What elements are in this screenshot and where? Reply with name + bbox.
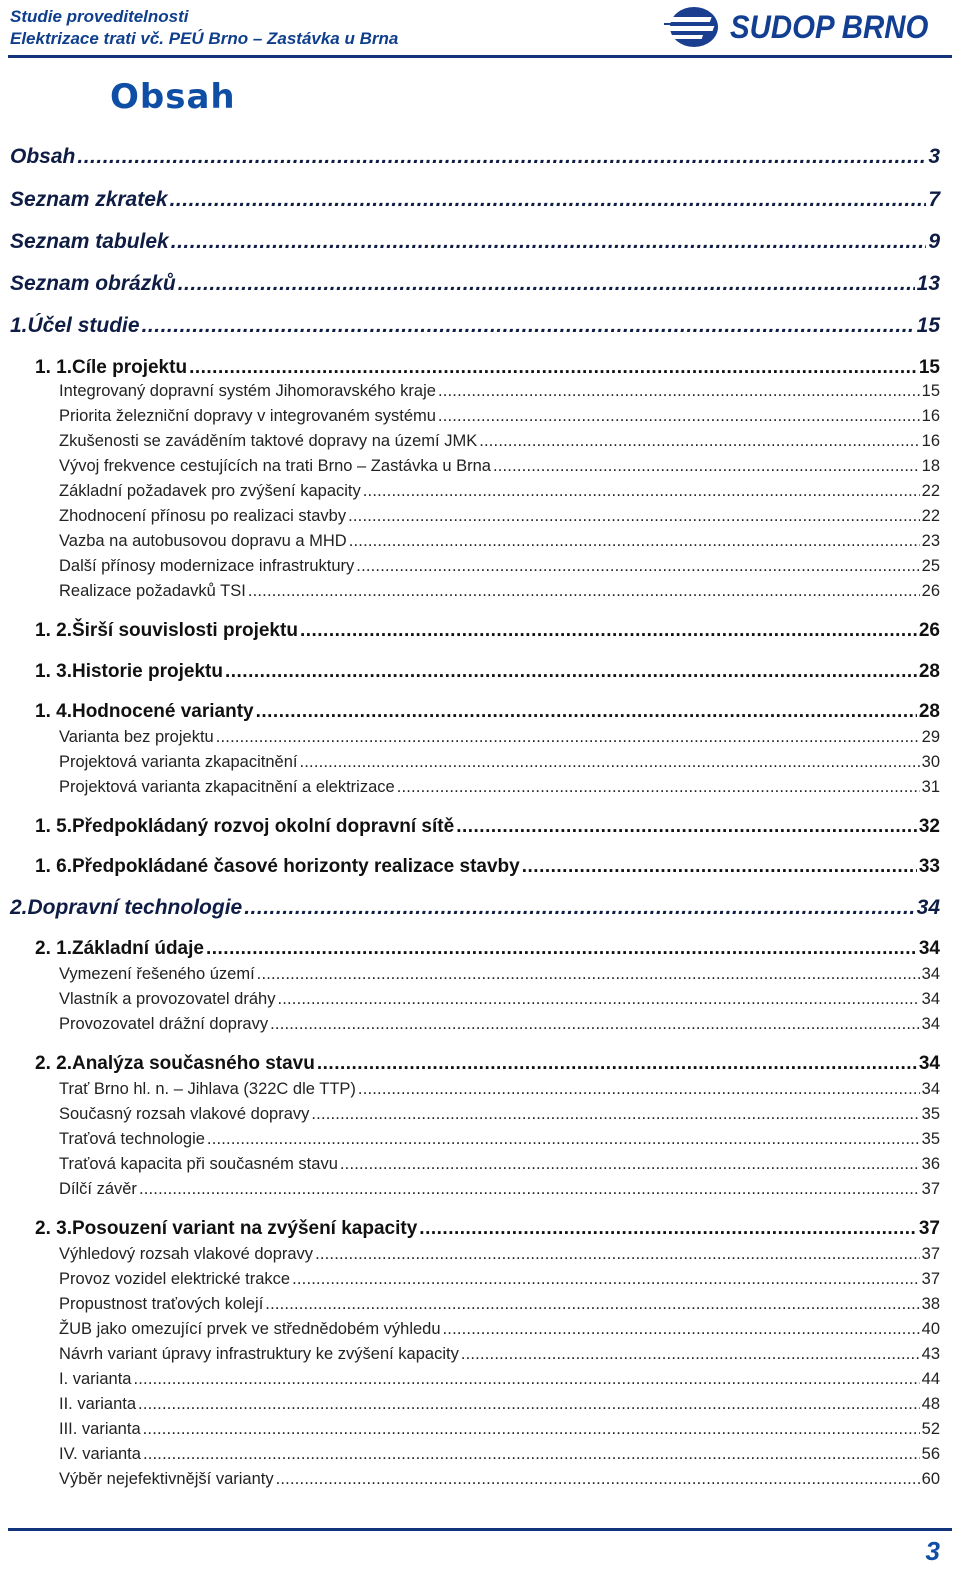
toc-entry-page: 33 bbox=[918, 856, 940, 877]
toc-entry-page: 48 bbox=[921, 1395, 940, 1413]
toc-entry-number: 1. 2. bbox=[35, 620, 72, 641]
toc-entry-number: 2. bbox=[10, 896, 28, 919]
toc-entry[interactable] bbox=[10, 896, 940, 920]
toc-entry[interactable] bbox=[59, 990, 940, 1009]
toc-dot-leader bbox=[479, 432, 919, 451]
toc-entry-page: 15 bbox=[918, 357, 940, 378]
toc-entry-page: 29 bbox=[921, 728, 940, 746]
toc-entry-number: 1. 1. bbox=[35, 357, 72, 378]
toc-entry-title: Projektová varianta zkapacitnění a elektrizace bbox=[59, 778, 395, 796]
toc-entry[interactable] bbox=[59, 1270, 940, 1289]
toc-entry-title: Provozovatel drážní dopravy bbox=[59, 1015, 269, 1033]
toc-entry-page: 7 bbox=[928, 188, 940, 211]
toc-entry-page: 40 bbox=[921, 1320, 940, 1338]
toc-entry-title: Základní požadavek pro zvýšení kapacity bbox=[59, 482, 361, 500]
toc-entry-title: Současný rozsah vlakové dopravy bbox=[59, 1105, 310, 1123]
toc-entry[interactable] bbox=[59, 482, 940, 501]
logo-text: SUDOP BRNO bbox=[730, 8, 929, 45]
toc-entry-title: Účel studie bbox=[27, 314, 140, 337]
toc-entry-page: 35 bbox=[921, 1105, 940, 1123]
toc-entry-title: Realizace požadavků TSI bbox=[59, 582, 246, 600]
toc-entry-page: 43 bbox=[921, 1345, 940, 1363]
toc-entry[interactable] bbox=[10, 314, 940, 338]
toc-entry-page: 30 bbox=[921, 753, 940, 771]
toc-entry[interactable] bbox=[10, 188, 940, 212]
toc-entry-page: 37 bbox=[921, 1180, 940, 1198]
toc-dot-leader bbox=[356, 557, 919, 576]
toc-entry[interactable] bbox=[35, 357, 940, 379]
toc-dot-leader bbox=[456, 816, 917, 838]
toc-entry-number: 1. 5. bbox=[35, 816, 72, 837]
page-heading: Obsah bbox=[110, 77, 236, 117]
toc-dot-leader bbox=[317, 1053, 917, 1075]
toc-dot-leader bbox=[171, 230, 927, 254]
toc-entry[interactable] bbox=[59, 1180, 940, 1199]
toc-entry-number: 1. 6. bbox=[35, 856, 72, 877]
toc-entry-title: II. varianta bbox=[59, 1395, 137, 1413]
document-title-line2: Elektrizace trati vč. PEÚ Brno – Zastávka u Brna bbox=[10, 29, 399, 48]
toc-dot-leader bbox=[299, 753, 919, 772]
toc-entry-page: 23 bbox=[921, 532, 940, 550]
toc-entry[interactable] bbox=[59, 457, 940, 476]
toc-entry[interactable] bbox=[59, 1445, 940, 1464]
toc-entry-title: Traťová technologie bbox=[59, 1130, 205, 1148]
toc-dot-leader bbox=[522, 856, 917, 878]
toc-entry-page: 16 bbox=[921, 407, 940, 425]
toc-dot-leader bbox=[142, 314, 915, 338]
toc-entry-title: Další přínosy modernizace infrastruktury bbox=[59, 557, 355, 575]
toc-entry-title: Obsah bbox=[10, 145, 76, 168]
toc-entry-title: Vlastník a provozovatel dráhy bbox=[59, 990, 276, 1008]
toc-entry-title: Analýza současného stavu bbox=[71, 1053, 315, 1074]
toc-entry[interactable] bbox=[35, 1218, 940, 1240]
toc-dot-leader bbox=[277, 990, 919, 1009]
toc-entry[interactable] bbox=[59, 582, 940, 601]
toc-entry[interactable] bbox=[59, 778, 940, 797]
toc-entry-title: Zhodnocení přínosu po realizaci stavby bbox=[59, 507, 347, 525]
toc-dot-leader bbox=[257, 965, 920, 984]
toc-entry[interactable] bbox=[59, 1370, 940, 1389]
toc-entry-page: 28 bbox=[918, 661, 940, 682]
toc-entry[interactable] bbox=[59, 753, 940, 772]
toc-dot-leader bbox=[340, 1155, 920, 1174]
toc-dot-leader bbox=[270, 1015, 920, 1034]
toc-dot-leader bbox=[256, 701, 917, 723]
toc-entry-title: Výhledový rozsah vlakové dopravy bbox=[59, 1245, 314, 1263]
toc-entry-page: 26 bbox=[918, 620, 940, 641]
toc-entry-title: IV. varianta bbox=[59, 1445, 141, 1463]
toc-entry[interactable] bbox=[59, 1155, 940, 1174]
page-header bbox=[0, 0, 960, 62]
toc-dot-leader bbox=[143, 1420, 920, 1439]
toc-entry[interactable] bbox=[59, 557, 940, 576]
toc-entry-title: Širší souvislosti projektu bbox=[71, 620, 298, 641]
toc-dot-leader bbox=[358, 1080, 920, 1099]
toc-entry[interactable] bbox=[59, 728, 940, 747]
toc-entry[interactable] bbox=[35, 620, 940, 642]
toc-entry-page: 60 bbox=[921, 1470, 940, 1488]
toc-dot-leader bbox=[189, 357, 917, 379]
toc-dot-leader bbox=[311, 1105, 919, 1124]
toc-dot-leader bbox=[244, 896, 914, 920]
sudop-logo bbox=[664, 4, 946, 50]
toc-dot-leader bbox=[265, 1295, 919, 1314]
toc-entry-page: 3 bbox=[928, 145, 940, 168]
toc-entry[interactable] bbox=[35, 938, 940, 960]
toc-entry-page: 34 bbox=[918, 938, 940, 959]
toc-entry-title: Priorita železniční dopravy v integrovaném systému bbox=[59, 407, 436, 425]
toc-entry[interactable] bbox=[59, 1320, 940, 1339]
toc-entry[interactable] bbox=[59, 507, 940, 526]
toc-entry-title: Dopravní technologie bbox=[27, 896, 243, 919]
toc-entry[interactable] bbox=[59, 1130, 940, 1149]
toc-entry-page: 34 bbox=[921, 1015, 940, 1033]
toc-entry-title: Vývoj frekvence cestujících na trati Brno – Zastávka u Brna bbox=[59, 457, 491, 475]
toc-entry-title: Vymezení řešeného území bbox=[59, 965, 255, 983]
sudop-logo-icon bbox=[664, 5, 724, 49]
toc-dot-leader bbox=[363, 482, 920, 501]
toc-dot-leader bbox=[139, 1180, 920, 1199]
toc-entry-title: Trať Brno hl. n. – Jihlava (322C dle TTP) bbox=[59, 1080, 356, 1098]
toc-dot-leader bbox=[206, 938, 917, 960]
toc-dot-leader bbox=[349, 532, 920, 551]
toc-entry-page: 28 bbox=[918, 701, 940, 722]
toc-dot-leader bbox=[133, 1370, 919, 1389]
toc-entry-title: Dílčí závěr bbox=[59, 1180, 137, 1198]
toc-entry-title: Varianta bez projektu bbox=[59, 728, 214, 746]
toc-dot-leader bbox=[292, 1270, 920, 1289]
toc-dot-leader bbox=[178, 272, 915, 296]
toc-entry-page: 15 bbox=[921, 382, 940, 400]
toc-entry-number: 1. 4. bbox=[35, 701, 72, 722]
toc-entry-number: 1. bbox=[10, 314, 28, 337]
toc-dot-leader bbox=[207, 1130, 920, 1149]
toc-dot-leader bbox=[443, 1320, 920, 1339]
toc-entry[interactable] bbox=[35, 816, 940, 838]
toc-entry-title: Předpokládané časové horizonty realizace stavby bbox=[71, 856, 520, 877]
toc-entry-page: 22 bbox=[921, 507, 940, 525]
toc-entry[interactable] bbox=[59, 1345, 940, 1364]
toc-entry-title: Základní údaje bbox=[71, 938, 204, 959]
toc-entry-number: 2. 2. bbox=[35, 1053, 72, 1074]
toc-entry-title: Cíle projektu bbox=[71, 357, 188, 378]
toc-entry-title: III. varianta bbox=[59, 1420, 141, 1438]
toc-entry[interactable] bbox=[59, 1395, 940, 1414]
toc-dot-leader bbox=[438, 407, 920, 426]
header-divider bbox=[8, 55, 952, 58]
toc-entry-title: Předpokládaný rozvoj okolní dopravní sítě bbox=[71, 816, 455, 837]
toc-entry-title: Seznam zkratek bbox=[10, 188, 168, 211]
toc-entry[interactable] bbox=[59, 1080, 940, 1099]
toc-dot-leader bbox=[493, 457, 920, 476]
toc-entry[interactable] bbox=[59, 407, 940, 426]
toc-dot-leader bbox=[143, 1445, 920, 1464]
toc-entry[interactable] bbox=[59, 432, 940, 451]
toc-dot-leader bbox=[77, 145, 926, 169]
toc-entry-page: 25 bbox=[921, 557, 940, 575]
toc-entry-page: 38 bbox=[921, 1295, 940, 1313]
toc-entry-page: 9 bbox=[928, 230, 940, 253]
toc-entry-page: 34 bbox=[916, 896, 940, 919]
document-title-line1: Studie proveditelnosti bbox=[10, 7, 189, 26]
toc-entry-page: 22 bbox=[921, 482, 940, 500]
toc-entry[interactable] bbox=[35, 701, 940, 723]
toc-entry[interactable] bbox=[59, 965, 940, 984]
toc-entry-title: Zkušenosti se zaváděním taktové dopravy na území JMK bbox=[59, 432, 478, 450]
toc-dot-leader bbox=[170, 188, 927, 212]
toc-entry[interactable] bbox=[35, 856, 940, 878]
toc-entry[interactable] bbox=[59, 1420, 940, 1439]
footer-divider bbox=[8, 1528, 952, 1531]
toc-dot-leader bbox=[300, 620, 917, 642]
toc-entry[interactable] bbox=[59, 1015, 940, 1034]
toc-entry-title: Projektová varianta zkapacitnění bbox=[59, 753, 298, 771]
toc-entry[interactable] bbox=[59, 1295, 940, 1314]
toc-entry-page: 15 bbox=[916, 314, 940, 337]
toc-entry-title: Provoz vozidel elektrické trakce bbox=[59, 1270, 291, 1288]
toc-entry-number: 2. 3. bbox=[35, 1218, 72, 1239]
toc-entry-page: 44 bbox=[921, 1370, 940, 1388]
toc-entry[interactable] bbox=[35, 1053, 940, 1075]
toc-dot-leader bbox=[225, 661, 917, 683]
toc-entry-page: 26 bbox=[921, 582, 940, 600]
toc-entry-title: Posouzení variant na zvýšení kapacity bbox=[71, 1218, 418, 1239]
toc-dot-leader bbox=[276, 1470, 920, 1489]
toc-entry[interactable] bbox=[59, 1470, 940, 1489]
toc-entry-page: 52 bbox=[921, 1420, 940, 1438]
toc-entry-page: 32 bbox=[918, 816, 940, 837]
toc-dot-leader bbox=[216, 728, 920, 747]
toc-entry-page: 37 bbox=[918, 1218, 940, 1239]
toc-entry-page: 13 bbox=[916, 272, 940, 295]
toc-entry[interactable] bbox=[10, 230, 940, 254]
toc-entry-page: 34 bbox=[921, 1080, 940, 1098]
toc-entry-title: Hodnocené varianty bbox=[71, 701, 254, 722]
toc-entry-page: 31 bbox=[921, 778, 940, 796]
toc-entry[interactable] bbox=[59, 382, 940, 401]
toc-entry-page: 34 bbox=[921, 965, 940, 983]
toc-entry[interactable] bbox=[59, 1105, 940, 1124]
document-title bbox=[10, 6, 398, 50]
toc-entry[interactable] bbox=[35, 661, 940, 683]
toc-entry-page: 34 bbox=[918, 1053, 940, 1074]
toc-entry-title: Seznam tabulek bbox=[10, 230, 169, 253]
toc-entry-page: 16 bbox=[921, 432, 940, 450]
toc-entry-page: 35 bbox=[921, 1130, 940, 1148]
toc-entry-title: Seznam obrázků bbox=[10, 272, 176, 295]
toc-entry-page: 56 bbox=[921, 1445, 940, 1463]
toc-entry[interactable] bbox=[10, 272, 940, 296]
toc-entry-page: 34 bbox=[921, 990, 940, 1008]
toc-dot-leader bbox=[461, 1345, 920, 1364]
toc-entry[interactable] bbox=[10, 145, 940, 169]
toc-entry-page: 37 bbox=[921, 1245, 940, 1263]
toc-entry-number: 1. 3. bbox=[35, 661, 72, 682]
toc-dot-leader bbox=[348, 507, 920, 526]
toc-entry[interactable] bbox=[59, 1245, 940, 1264]
toc-entry-title: ŽUB jako omezující prvek ve střednědobém výhledu bbox=[59, 1320, 441, 1338]
toc-dot-leader bbox=[138, 1395, 920, 1414]
toc-dot-leader bbox=[419, 1218, 917, 1240]
toc-dot-leader bbox=[438, 382, 920, 401]
toc-entry-page: 37 bbox=[921, 1270, 940, 1288]
toc-entry-title: Historie projektu bbox=[71, 661, 223, 682]
toc-entry[interactable] bbox=[59, 532, 940, 551]
toc-entry-number: 2. 1. bbox=[35, 938, 72, 959]
toc-entry-title: Integrovaný dopravní systém Jihomoravského kraje bbox=[59, 382, 436, 400]
toc-entry-title: Propustnost traťových kolejí bbox=[59, 1295, 264, 1313]
toc-dot-leader bbox=[397, 778, 920, 797]
toc-entry-page: 18 bbox=[921, 457, 940, 475]
toc-dot-leader bbox=[248, 582, 920, 601]
toc-entry-title: I. varianta bbox=[59, 1370, 132, 1388]
toc-entry-title: Traťová kapacita při současném stavu bbox=[59, 1155, 338, 1173]
footer-page-number: 3 bbox=[925, 1536, 940, 1566]
toc-entry-title: Vazba na autobusovou dopravu a MHD bbox=[59, 532, 347, 550]
toc-entry-title: Návrh variant úpravy infrastruktury ke zvýšení kapacity bbox=[59, 1345, 459, 1363]
toc-entry-title: Výběr nejefektivnější varianty bbox=[59, 1470, 274, 1488]
toc-dot-leader bbox=[315, 1245, 920, 1264]
toc-entry-page: 36 bbox=[921, 1155, 940, 1173]
